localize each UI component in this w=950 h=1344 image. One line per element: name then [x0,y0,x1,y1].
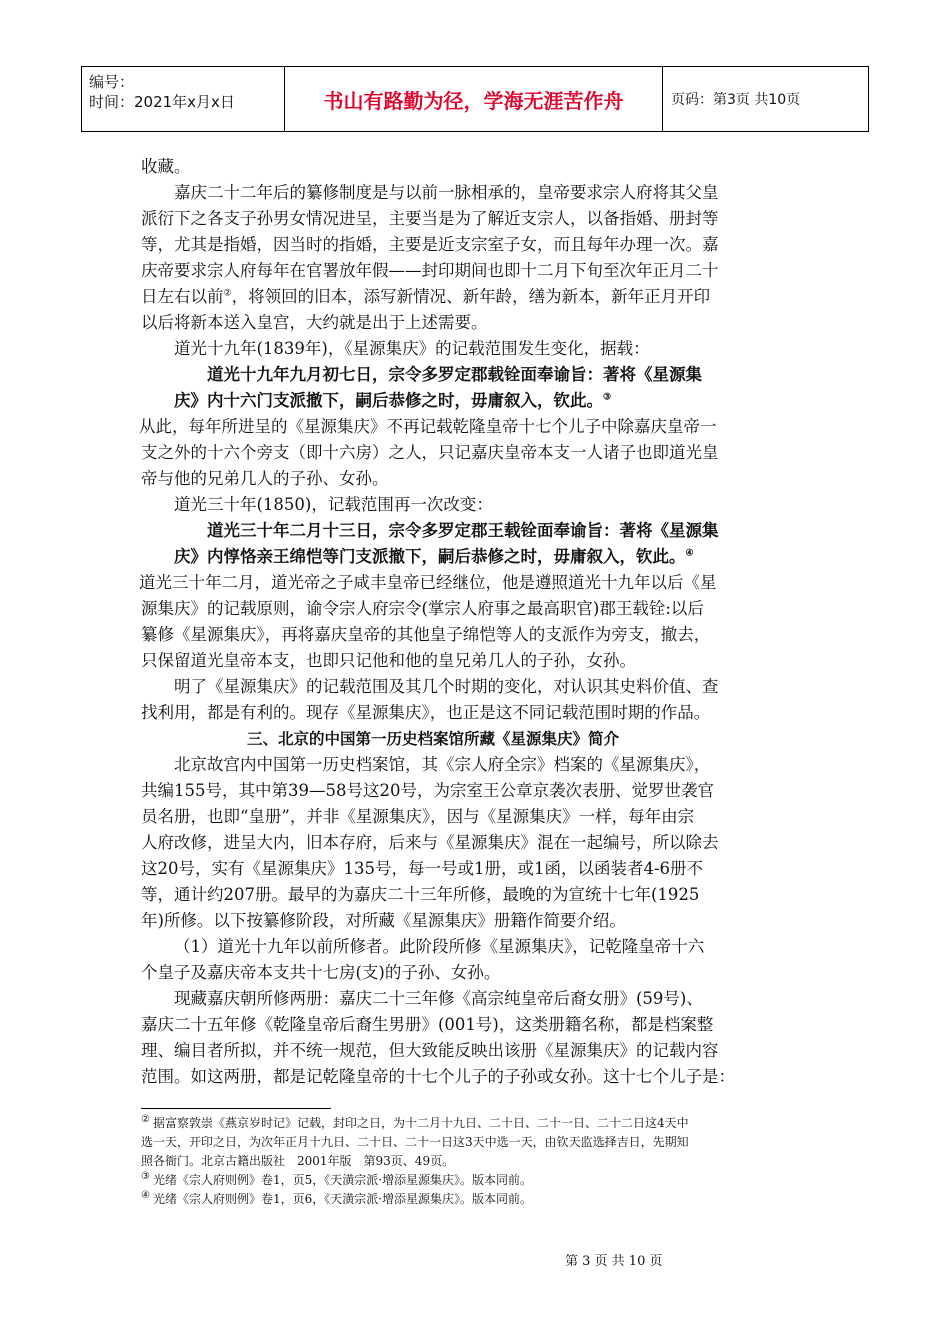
text-line [141,778,811,804]
text-line [139,570,811,596]
text-line [141,336,811,362]
footnote-mark: ④ [141,1190,150,1201]
line-text: 从此，每年所进呈的《星源集庆》不再记载乾隆皇帝十七个儿子中除嘉庆皇帝一 [139,417,717,436]
line-text: 人府改修，进呈大内，旧本存府，后来与《星源集庆》混在一起编号，所以除去 [141,833,719,852]
footnote-line [141,1152,821,1171]
line-text: 道光三十年(1850)，记载范围再一次改变： [174,495,493,514]
line-text: 道光十九年(1839年)，《星源集庆》的记载范围发生变化，据载： [174,339,650,358]
footnote-text: 光绪《宗人府则例》卷1，页5，《天潢宗派·增添星源集庆》。版本同前。 [152,1173,533,1187]
line-text: 庆》内十六门支派撤下，嗣后恭修之时，毋庸叙入，钦此。 [174,391,603,410]
line-text: 庆帝要求宗人府每年在官署放年假——封印期间也即十二月下旬至次年正月二十 [141,261,719,280]
text-line [141,960,811,986]
text-line [141,492,811,518]
text-line [141,674,811,700]
text-line [141,622,811,648]
text-line [141,596,811,622]
text-line [141,206,811,232]
footnote-separator [141,1108,331,1109]
line-text: 支之外的十六个旁支（即十六房）之人，只记嘉庆皇帝本支一人诸子也即道光皇 [141,443,719,462]
text-line [141,934,811,960]
footnotes [141,1114,821,1209]
line-text: 日左右以前 [141,287,224,306]
header-meta [82,67,285,131]
footnote-text: 据富察敦崇《燕京岁时记》记载，封印之日，为十二月十九日、二十日、二十一日、二十二日这4天中 [152,1116,689,1130]
line-text: （1）道光十九年以前所修者。此阶段所修《星源集庆》，记乾隆皇帝十六 [174,937,705,956]
text-line [141,804,811,830]
text-line [141,518,811,544]
line-text: 只保留道光皇帝本支，也即只记他和他的皇兄弟几人的子孙，女孙。 [141,651,636,670]
text-line [141,284,811,310]
footnote-mark: ③ [141,1171,150,1182]
footnote-text: 光绪《宗人府则例》卷1，页6，《天潢宗派·增添星源集庆》。版本同前。 [152,1192,533,1206]
header-page-info: 页码：第3页 共10页 [671,92,801,108]
line-text: 派衍下之各支子孙男女情况进呈，主要当是为了解近支宗人，以备指婚、册封等 [141,209,719,228]
text-line [141,1012,811,1038]
text-line [141,388,811,414]
line-text: 庆》内惇恪亲王绵恺等门支派撤下，嗣后恭修之时，毋庸叙入，钦此。 [174,547,686,566]
text-line [141,180,811,206]
line-text: 明了《星源集庆》的记载范围及其几个时期的变化，对认识其史料价值、查 [174,677,719,696]
line-text: 以后将新本送入皇宫，大约就是出于上述需要。 [141,313,488,332]
line-text: 找利用，都是有利的。现存《星源集庆》，也正是这不同记载范围时期的作品。 [141,703,711,722]
line-text: 理、编目者所拟，并不统一规范，但大致能反映出该册《星源集庆》的记载内容 [141,1041,719,1060]
line-text: 源集庆》的记载原则，谕令宗人府宗令(掌宗人府事之最高职官)郡王载铨:以后 [141,599,704,618]
text-line [141,856,811,882]
header-motto: 书山有路勤为径，学海无涯苦作舟 [285,67,663,131]
document-body [141,154,811,1090]
footnote-line [141,1171,821,1190]
text-line [141,232,811,258]
footnote-line [141,1114,821,1133]
line-text: 共编155号，其中第39—58号这20号，为宗室王公章京袭次表册、觉罗世袭官 [141,781,714,800]
text-line [141,362,811,388]
footnote-ref[interactable]: ③ [603,392,612,403]
footnote-line [141,1190,821,1209]
line-text: 帝与他的兄弟几人的子孙、女孙。 [141,469,389,488]
footnote-mark: ② [141,1114,150,1125]
text-line [141,830,811,856]
line-text: 年)所修。以下按纂修阶段，对所藏《星源集庆》册籍作简要介绍。 [141,911,626,930]
text-line [141,908,811,934]
text-line [141,882,811,908]
doc-time-label: 时间：2021年x月x日 [89,93,235,111]
footnote-text: 选一天，开印之日，为次年正月十九日、二十日、二十一日这3天中选一天，由钦天监选择吉日，先期知 [141,1135,689,1149]
footnote-ref[interactable]: ④ [685,548,694,559]
line-text: 范围。如这两册，都是记乾隆皇帝的十七个儿子的子孙或女孙。这十七个儿子是： [141,1067,735,1086]
text-line [141,986,811,1012]
line-text: 北京故宫内中国第一历史档案馆，其《宗人府全宗》档案的《星源集庆》， [174,755,711,774]
page-footer: 第 3 页 共 10 页 [565,1254,663,1269]
line-text: 现藏嘉庆朝所修两册：嘉庆二十三年修《高宗纯皇帝后裔女册》(59号)、 [174,989,703,1008]
footnote-line [141,1133,821,1152]
line-text: 道光三十年二月，道光帝之子咸丰皇帝已经继位，他是遵照道光十九年以后《星 [139,573,717,592]
text-line [141,258,811,284]
footnote-ref[interactable]: ② [223,288,232,299]
text-line [141,1038,811,1064]
line-text: 嘉庆二十五年修《乾隆皇帝后裔生男册》(001号)，这类册籍名称，都是档案整 [141,1015,714,1034]
text-line [141,544,811,570]
footnote-text: 照各衙门。北京古籍出版社 2001年版 第93页、49页。 [141,1154,455,1168]
text-line [141,440,811,466]
text-line [141,466,811,492]
line-text: 纂修《星源集庆》，再将嘉庆皇帝的其他皇子绵恺等人的支派作为旁支，撤去， [141,625,711,644]
line-text: 收藏。 [141,157,191,176]
line-text: 个皇子及嘉庆帝本支共十七房(支)的子孙、女孙。 [141,963,501,982]
line-text: 这20号，实有《星源集庆》135号，每一号或1册，或1函，以函装者4-6册不 [141,859,704,878]
text-line [141,154,811,180]
line-text: 等，尤其是指婚，因当时的指婚，主要是近支宗室子女，而且每年办理一次。嘉 [141,235,719,254]
line-text: 道光十九年九月初七日，宗令多罗定郡载铨面奉谕旨：著将《星源集 [207,365,702,384]
page-header [81,66,869,132]
text-line [141,648,811,674]
line-text-after: ，将领回的旧本，添写新情况、新年龄，缮为新本，新年正月开印 [231,287,711,306]
text-line [141,752,811,778]
doc-code-label: 编号： [89,73,135,91]
line-text: 等，通计约207册。最早的为嘉庆二十三年所修，最晚的为宣统十七年(1925 [141,885,700,904]
line-text: 三、北京的中国第一历史档案馆所藏《星源集庆》简介 [247,730,620,748]
line-text: 员名册，也即“皇册”，并非《星源集庆》，因与《星源集庆》一样，每年由宗 [141,807,695,826]
line-text: 道光三十年二月十三日，宗令多罗定郡王载铨面奉谕旨：著将《星源集 [207,521,719,540]
text-line [141,700,811,726]
text-line [141,726,811,752]
text-line [141,1064,811,1090]
text-line [139,414,811,440]
text-line [141,310,811,336]
line-text: 嘉庆二十二年后的纂修制度是与以前一脉相承的，皇帝要求宗人府将其父皇 [174,183,719,202]
